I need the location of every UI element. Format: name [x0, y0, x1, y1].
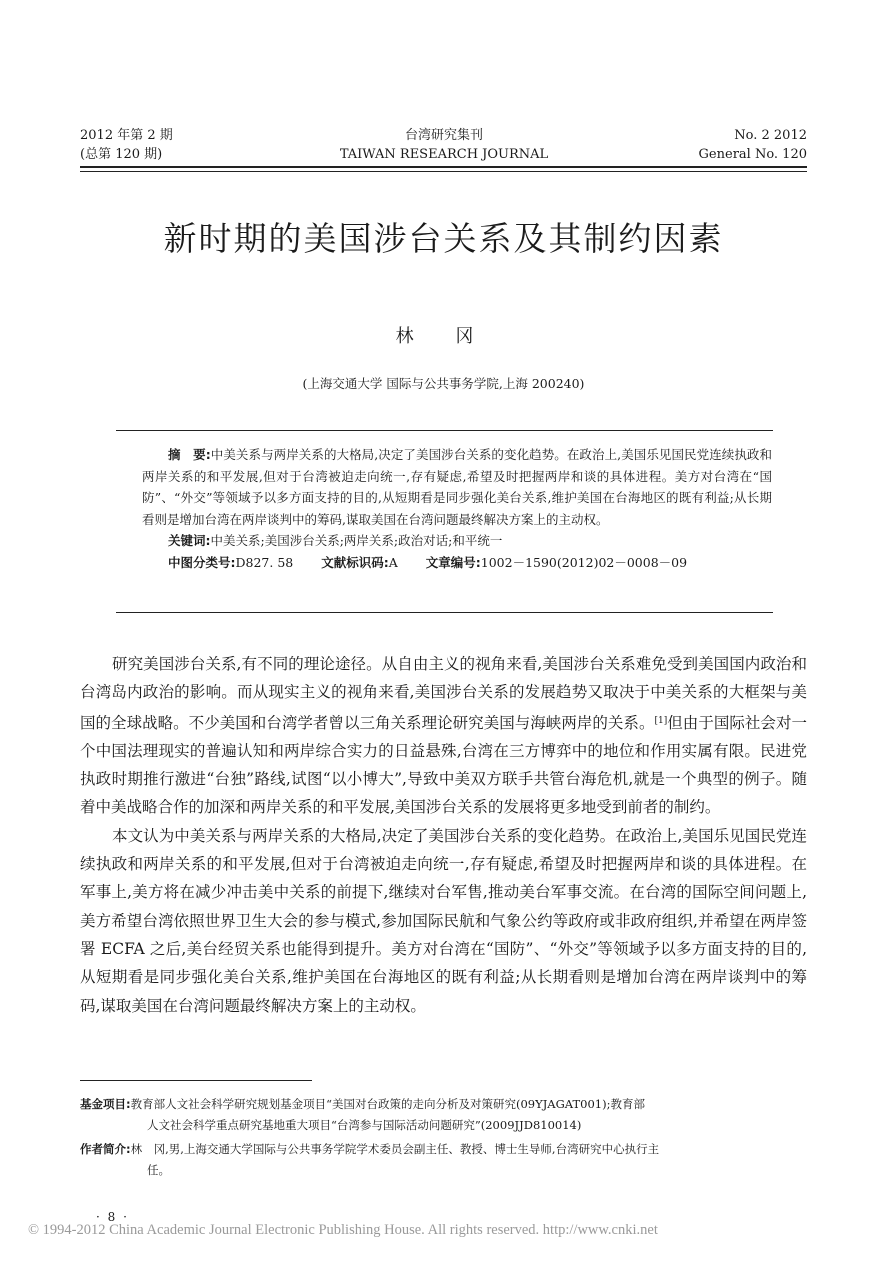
header-number: [699, 126, 807, 164]
fund-label: 基金项目:: [80, 1097, 131, 1111]
header-issue: [80, 126, 173, 164]
header-journal-cn: 台湾研究集刊: [404, 128, 483, 143]
article-author: 林 冈: [395, 326, 492, 347]
author-bio-line2: 任。: [147, 1163, 170, 1177]
classification-line: [142, 552, 772, 574]
abstract-rule-top: [116, 430, 773, 431]
header-rule-thick: [80, 166, 807, 168]
body-paragraph-1: [80, 650, 807, 822]
keywords-label: 关键词:: [168, 533, 211, 548]
page-number: · 8 ·: [96, 1210, 129, 1224]
fund-line2: 人文社会科学重点研究基地重大项目“台湾参与国际活动问题研究”(2009JJD810014): [147, 1118, 582, 1132]
doc-code-label: 文献标识码:: [321, 554, 389, 570]
header-rule-thin: [80, 171, 807, 172]
header-journal: [300, 126, 588, 164]
body-text: [80, 650, 807, 1020]
article-no-label: 文章编号:: [425, 554, 481, 570]
footnote-author: [80, 1139, 807, 1181]
article-title: 新时期的美国涉台关系及其制约因素: [163, 219, 724, 258]
header-issue-line1: 2012 年第 2 期: [80, 128, 173, 143]
body-p1-b: 但由于国际社会对一个中国法理现实的普遍认知和两岸综合实力的日益悬殊,台湾在三方博弈中的地位和作用实属有限。民进党执政时期推行激进“台独”路线,试图“以小博大”,导致中美双方联手共管台海危机,就是一个典型的例子。随着中美战略合作的加深和两岸关系的和平发展,美国涉台关系的发展将更多地受到前者的制约。: [80, 713, 807, 817]
abstract-paragraph: [142, 444, 772, 530]
abstract-label: 摘 要:: [168, 447, 211, 462]
doc-code-value: A: [388, 554, 398, 570]
abstract-block: [142, 444, 772, 573]
abstract-text: 中美关系与两岸关系的大格局,决定了美国涉台关系的变化趋势。在政治上,美国乐见国民党连续执政和两岸关系的和平发展,但对于台湾被迫走向统一,存有疑虑,希望及时把握两岸和谈的具体进程。美方对台湾在“国防”、“外交”等领域予以多方面支持的目的,从短期看是同步强化美台关系,维护美国在台海地区的既有利益;从长期看则是增加台湾在两岸谈判中的筹码,谋取美国在台湾问题最终解决方案上的主动权。: [142, 447, 772, 527]
body-p1-a: 研究美国涉台关系,有不同的理论途径。从自由主义的视角来看,美国涉台关系难免受到美国国内政治和台湾岛内政治的影响。而从现实主义的视角来看,美国涉台关系的发展趋势又取决于中美关系的大框架与美国的全球战略。不少美国和台湾学者曾以三角关系理论研究美国与海峡两岸的关系。: [80, 655, 807, 732]
article-no-value: 1002－1590(2012)02－0008－09: [480, 554, 688, 570]
author-bio-label: 作者简介:: [80, 1142, 131, 1156]
author-affiliation: (上海交通大学 国际与公共事务学院,上海 200240): [302, 376, 585, 391]
footnote-fund: [80, 1094, 807, 1136]
keywords-line: [142, 530, 772, 552]
body-paragraph-2: 本文认为中美关系与两岸关系的大格局,决定了美国涉台关系的变化趋势。在政治上,美国乐见国民党连续执政和两岸关系的和平发展,但对于台湾被迫走向统一,存有疑虑,希望及时把握两岸和谈的具体进程。在军事上,美方将在减少冲击美中关系的前提下,继续对台军售,推动美台军事交流。在台湾的国际空间问题上,美方希望台湾依照世界卫生大会的参与模式,参加国际民航和气象公约等政府或非政府组织,并希望在两岸签署 ECFA 之后,美台经贸关系也能得到提升。美方对台湾在“国防”、“外交”等领域予以多方面支持的目的,从短期看是同步强化美台关系,维护美国在台海地区的既有利益;从长期看则是增加台湾在两岸谈判中的筹码,谋取美国在台湾问题最终解决方案上的主动权。: [80, 826, 807, 1015]
clc-value: D827. 58: [235, 554, 294, 570]
copyright-watermark: © 1994-2012 China Academic Journal Electronic Publishing House. All rights reserved. http://www.cnki.net: [28, 1222, 658, 1238]
fund-line1: 教育部人文社会科学研究规划基金项目“美国对台政策的走向分析及对策研究(09YJAGAT001);教育部: [130, 1097, 645, 1111]
author-bio-line1: 林 冈,男,上海交通大学国际与公共事务学院学术委员会副主任、教授、博士生导师,台湾研究中心执行主: [130, 1142, 660, 1156]
header-number-line2: General No. 120: [698, 147, 807, 162]
header-number-line1: No. 2 2012: [734, 128, 807, 143]
keywords-text: 中美关系;美国涉台关系;两岸关系;政治对话;和平统一: [210, 533, 503, 548]
citation-ref-1[interactable]: [1]: [654, 715, 668, 726]
abstract-rule-bottom: [116, 612, 773, 613]
header-journal-en: TAIWAN RESEARCH JOURNAL: [339, 147, 549, 162]
clc-label: 中图分类号:: [168, 554, 236, 570]
footnote-rule: [80, 1080, 312, 1081]
header-issue-line2: (总第 120 期): [80, 147, 163, 162]
